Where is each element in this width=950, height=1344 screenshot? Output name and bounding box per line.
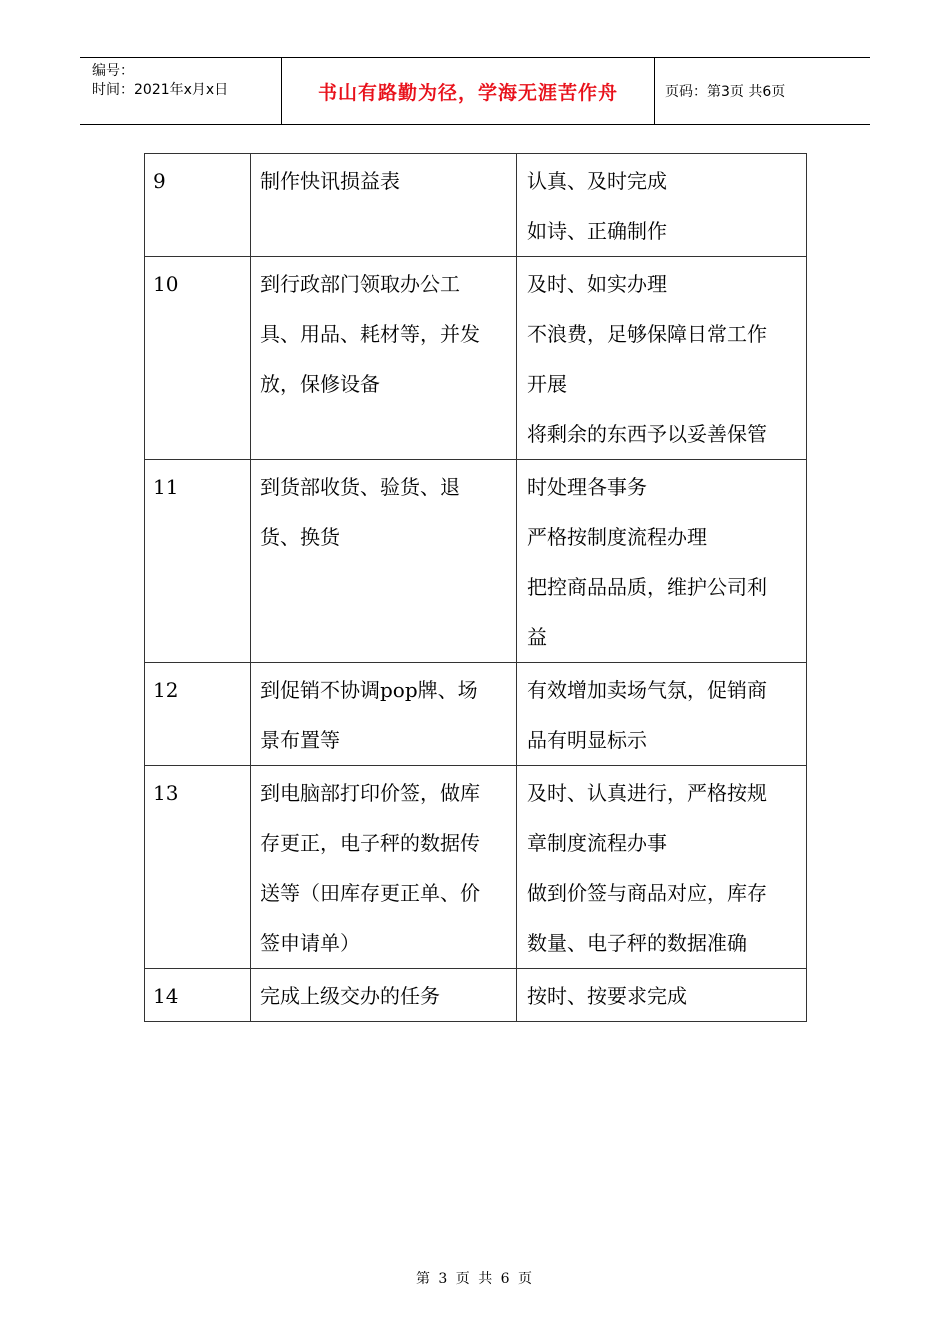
text-line: 完成上级交办的任务	[260, 984, 440, 1008]
text-line: 益	[527, 625, 547, 649]
page-footer: 第 3 页 共 6 页	[415, 1271, 535, 1287]
text-line: 严格按制度流程办理	[527, 525, 707, 549]
task-requirement	[517, 460, 807, 663]
text-line: 及时、认真进行，严格按规	[527, 781, 767, 805]
text-line: 存更正，电子秤的数据传	[260, 831, 480, 855]
task-requirement	[517, 969, 807, 1022]
text-line: 如诗、正确制作	[527, 219, 667, 243]
task-table-body	[145, 154, 807, 1022]
task-requirement	[517, 154, 807, 257]
task-description	[251, 460, 517, 663]
table-row	[145, 969, 807, 1022]
page-info: 页码：第3页 共6页	[665, 84, 786, 100]
document-date: 时间：2021年x月x日	[92, 82, 229, 98]
task-description	[251, 154, 517, 257]
text-line: 景布置等	[260, 728, 340, 752]
table-row	[145, 663, 807, 766]
text-line: 做到价签与商品对应，库存	[527, 881, 767, 905]
text-line: 认真、及时完成	[527, 169, 667, 193]
text-line: 到行政部门领取办公工	[260, 272, 460, 296]
text-line: 签申请单）	[260, 931, 360, 955]
table-row	[145, 460, 807, 663]
table-row	[145, 154, 807, 257]
row-number: 9	[145, 154, 251, 257]
text-line: 开展	[527, 372, 567, 396]
header-motto	[282, 58, 655, 124]
text-line: 数量、电子秤的数据准确	[527, 931, 747, 955]
row-number: 11	[145, 460, 251, 663]
page-header	[80, 57, 870, 125]
document-number: 编号：	[92, 63, 134, 79]
text-line: 到货部收货、验货、退	[260, 475, 460, 499]
text-line: 到促销不协调pop牌、场	[260, 678, 478, 702]
text-line: 将剩余的东西予以妥善保管	[527, 422, 767, 446]
text-line: 货、换货	[260, 525, 340, 549]
text-line: 放，保修设备	[260, 372, 380, 396]
task-requirement	[517, 663, 807, 766]
row-number: 14	[145, 969, 251, 1022]
task-description	[251, 257, 517, 460]
text-line: 把控商品品质，维护公司利	[527, 575, 767, 599]
task-table	[144, 153, 807, 1022]
motto-text: 书山有路勤为径，学海无涯苦作舟	[317, 81, 618, 104]
text-line: 有效增加卖场气氛，促销商	[527, 678, 767, 702]
task-requirement	[517, 257, 807, 460]
table-row	[145, 257, 807, 460]
task-description	[251, 969, 517, 1022]
text-line: 具、用品、耗材等，并发	[260, 322, 480, 346]
text-line: 送等（田库存更正单、价	[260, 881, 480, 905]
text-line: 不浪费，足够保障日常工作	[527, 322, 767, 346]
text-line: 制作快讯损益表	[260, 169, 400, 193]
task-requirement	[517, 766, 807, 969]
text-line: 及时、如实办理	[527, 272, 667, 296]
row-number: 13	[145, 766, 251, 969]
text-line: 到电脑部打印价签，做库	[260, 781, 480, 805]
task-description	[251, 766, 517, 969]
text-line: 按时、按要求完成	[527, 984, 687, 1008]
header-meta	[80, 58, 282, 124]
task-description	[251, 663, 517, 766]
text-line: 章制度流程办事	[527, 831, 667, 855]
table-row	[145, 766, 807, 969]
text-line: 品有明显标示	[527, 728, 647, 752]
row-number: 10	[145, 257, 251, 460]
text-line: 时处理各事务	[527, 475, 647, 499]
row-number: 12	[145, 663, 251, 766]
